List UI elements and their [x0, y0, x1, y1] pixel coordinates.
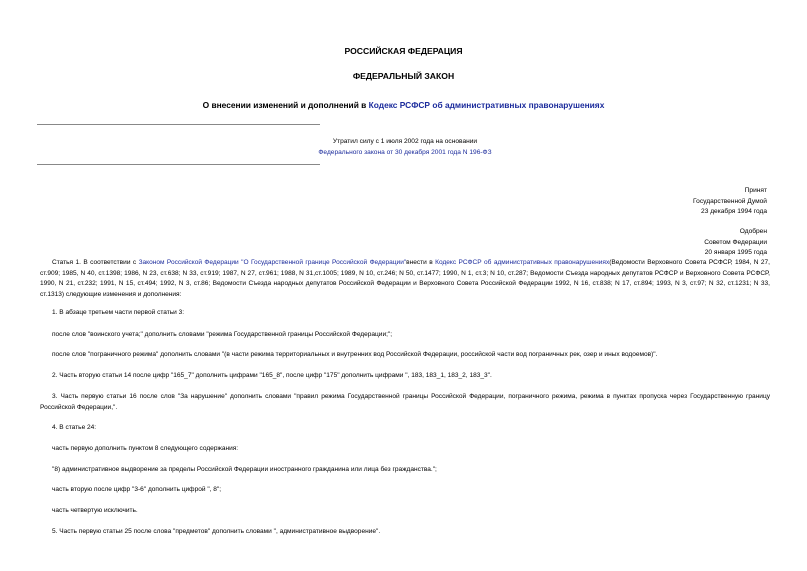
- lost-force-text: Утратил силу с 1 июля 2002 года на основании: [332, 138, 478, 145]
- item-1: [40, 308, 770, 319]
- item-4-d-text: часть четвертую исключить.: [52, 507, 138, 514]
- federal-law-link[interactable]: Федерального закона от 30 декабря 2001 года N 196-ФЗ: [318, 149, 492, 156]
- law-title: [0, 100, 807, 110]
- bottom-divider: [37, 164, 320, 165]
- approved-label: Одобрен: [739, 228, 767, 235]
- article-1-text-b: внести в: [406, 259, 436, 266]
- adopted-block: [567, 186, 767, 218]
- title-prefix: О внесении изменений и дополнений в: [202, 100, 369, 110]
- item-5: [40, 527, 770, 538]
- lost-force-note: [300, 136, 510, 158]
- item-4-a: [40, 444, 770, 455]
- adopted-label: Принят: [744, 187, 767, 194]
- item-4-c-text: часть вторую после цифр "3-6" дополнить цифрой ", 8";: [52, 486, 222, 493]
- article-1: [40, 258, 770, 300]
- approved-date: 20 января 1995 года: [704, 249, 767, 256]
- border-law-link[interactable]: Законом Российской Федерации "О Государственной границе Российской Федерации": [138, 259, 407, 266]
- item-2-text: 2. Часть вторую статьи 14 после цифр "165_7" дополнить цифрами "165_8", после цифр "175" дополнить цифрами ", 183, 183_1, 183_2, 183_3".: [52, 372, 492, 379]
- article-1-paragraph: [40, 258, 770, 300]
- article-1-text-a: Статья 1. В соответствии с: [52, 259, 139, 266]
- approved-block: [567, 227, 767, 259]
- item-4-a-text: часть первую дополнить пунктом 8 следующего содержания:: [52, 445, 239, 452]
- item-4-d: [40, 506, 770, 517]
- item-1-b: [40, 350, 770, 361]
- law-type-heading: ФЕДЕРАЛЬНЫЙ ЗАКОН: [352, 71, 455, 81]
- article-1-text-c: (Ведомости Верховного Совета РСФСР, 1984, N 27, ст.909; 1985, N 40, ст.1398; 1986, N 23, ст.638; N 33, ст.919; 1987, N 27, ст.961; 1988, N 31,ст.1005; 1989, N 10, ст.246; N 50, ст.1477; 1990, N 1, ст.3; N 10, ст.287; Ведомости Съезда народных депутатов РСФСР и Верховного Совета РСФСР, 1990, N 21, ст.232; 1991, N 15, ст.494; 1992, N 3, ст.86; Ведомости Съезда народных депутатов Российской Федерации и Верховного Совета Российской Федерации 1992, N 16, ст.838; N 17, ст.894; 1993, N 3, ст.97; N 32, ст.1231; N 33, ст.1313) следующие изменения и дополнения:: [40, 259, 770, 298]
- item-5-text: 5. Часть первую статьи 25 после слова "предметов" дополнить словами ", административное выдворение".: [52, 528, 381, 535]
- item-4: [40, 423, 770, 434]
- item-2: [40, 371, 770, 382]
- item-3: [40, 392, 770, 413]
- adopted-body: Государственной Думой: [693, 197, 767, 205]
- item-4-text: 4. В статье 24:: [52, 424, 97, 431]
- item-1-text: 1. В абзаце третьем части первой статьи 3:: [52, 309, 185, 316]
- adopted-date: 23 декабря 1994 года: [701, 208, 767, 215]
- top-divider: [37, 124, 320, 125]
- approved-body: Советом Федерации: [704, 238, 767, 246]
- item-1-a-text: после слов "воинского учета;" дополнить словами "режима Государственной границы Российской Федерации;";: [52, 331, 393, 338]
- item-1-b-text: после слов "пограничного режима" дополнить словами "(в части режима территориальных и внутренних вод Российской Федерации, российской части вод пограничных рек, озер и иных водоемов)".: [52, 351, 658, 358]
- item-1-a: [40, 330, 770, 341]
- country-heading: РОССИЙСКАЯ ФЕДЕРАЦИЯ: [344, 46, 463, 56]
- item-3-text: 3. Часть первую статьи 16 после слов "За нарушение" дополнить словами "правил режима Государственной границы Российской Федерации, пограничного режима, режима в пунктах пропуска через Государственную границу Российской Федерации,".: [40, 393, 770, 411]
- code-link-body[interactable]: Кодекс РСФСР об административных правонарушениях: [435, 259, 610, 266]
- item-4-b-text: "8) административное выдворение за пределы Российской Федерации иностранного гражданина или лица без гражданства.";: [52, 466, 437, 473]
- code-link-title[interactable]: Кодекс РСФСР об административных правонарушениях: [368, 100, 605, 110]
- item-4-b: [40, 465, 770, 476]
- item-4-c: [40, 485, 770, 496]
